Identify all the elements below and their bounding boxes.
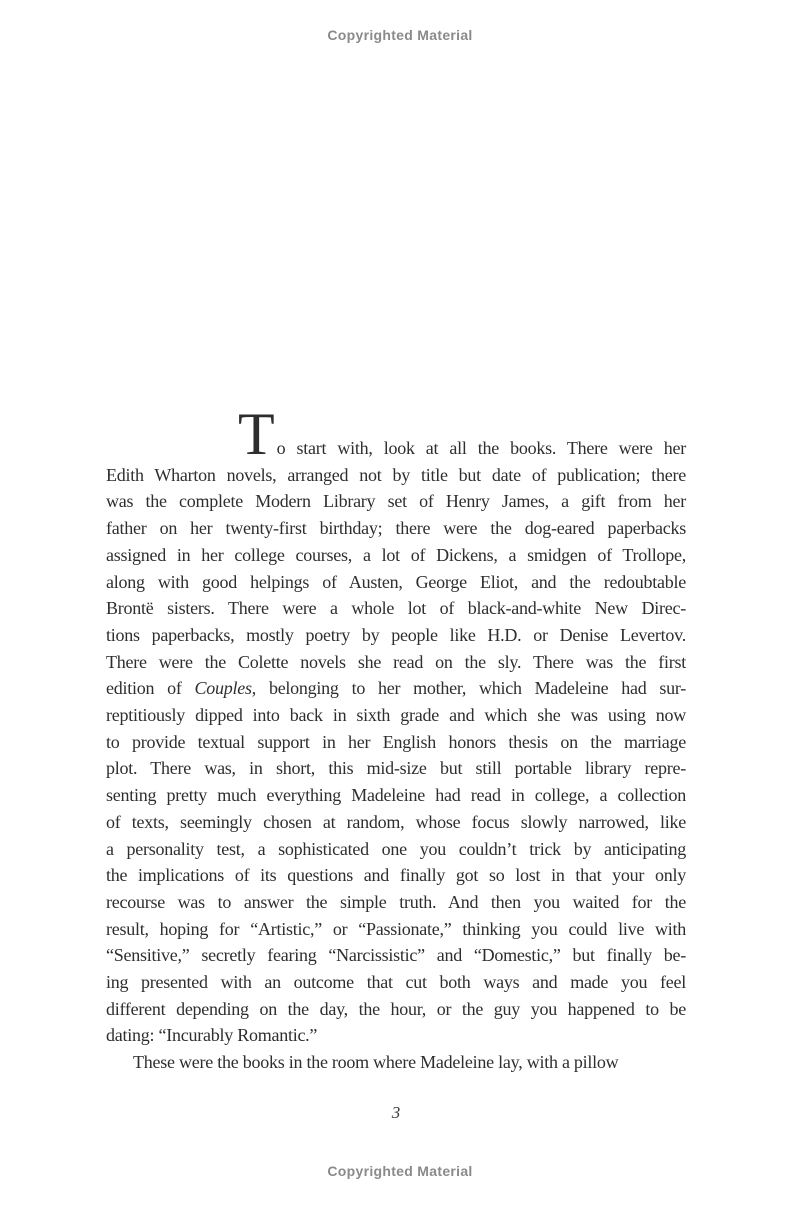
text-line: a personality test, a sophisticated one you couldn’t trick by anticipating	[106, 838, 686, 859]
text-line: To start with, look at all the books. There were her	[238, 401, 686, 467]
text-line: along with good helpings of Austen, George Eliot, and the redoubtable	[106, 571, 686, 592]
text-line: dating: “Incurably Romantic.”	[106, 1025, 318, 1046]
body-text	[106, 401, 686, 1076]
initial-cap: T	[238, 401, 275, 467]
text-line: father on her twenty-first birthday; there were the dog-eared paperbacks	[106, 518, 686, 539]
copyright-notice-bottom: Copyrighted Material	[327, 1163, 473, 1179]
text-line: plot. There was, in short, this mid-size but still portable library repre-	[106, 758, 686, 779]
text-line: assigned in her college courses, a lot of Dickens, a smidgen of Trollope,	[106, 544, 686, 565]
text-line: different depending on the day, the hour, or the guy you happened to be	[106, 998, 686, 1019]
paragraph	[106, 401, 686, 1049]
text-line: result, hoping for “Artistic,” or “Passionate,” thinking you could live with	[106, 918, 686, 939]
text-line: Edith Wharton novels, arranged not by title but date of publication; there	[106, 464, 686, 485]
page-number: 3	[391, 1103, 401, 1122]
text-line: ing presented with an outcome that cut both ways and made you feel	[106, 972, 686, 993]
text-line: Brontë sisters. There were a whole lot of black-and-white New Direc-	[106, 598, 686, 619]
paragraph	[106, 1049, 686, 1076]
text-line: was the complete Modern Library set of Henry James, a gift from her	[106, 491, 686, 512]
text-line: There were the Colette novels she read on the sly. There was the first	[106, 651, 686, 672]
text-line: the implications of its questions and finally got so lost in that your only	[106, 865, 686, 886]
text-line: recourse was to answer the simple truth. And then you waited for the	[106, 891, 686, 912]
text-line: senting pretty much everything Madeleine had read in college, a collection	[106, 785, 686, 806]
text-line: These were the books in the room where Madeleine lay, with a pillow	[133, 1052, 619, 1073]
text-line: tions paperbacks, mostly poetry by people like H.D. or Denise Levertov.	[106, 624, 686, 645]
copyright-notice-top: Copyrighted Material	[327, 27, 473, 43]
text-line: edition of Couples, belonging to her mother, which Madeleine had sur-	[106, 678, 686, 699]
text-line: reptitiously dipped into back in sixth grade and which she was using now	[106, 705, 686, 726]
text-line: of texts, seemingly chosen at random, whose focus slowly narrowed, like	[106, 811, 686, 832]
text-line: to provide textual support in her English honors thesis on the marriage	[106, 731, 686, 752]
text-line: “Sensitive,” secretly fearing “Narcissistic” and “Domestic,” but finally be-	[106, 945, 686, 966]
